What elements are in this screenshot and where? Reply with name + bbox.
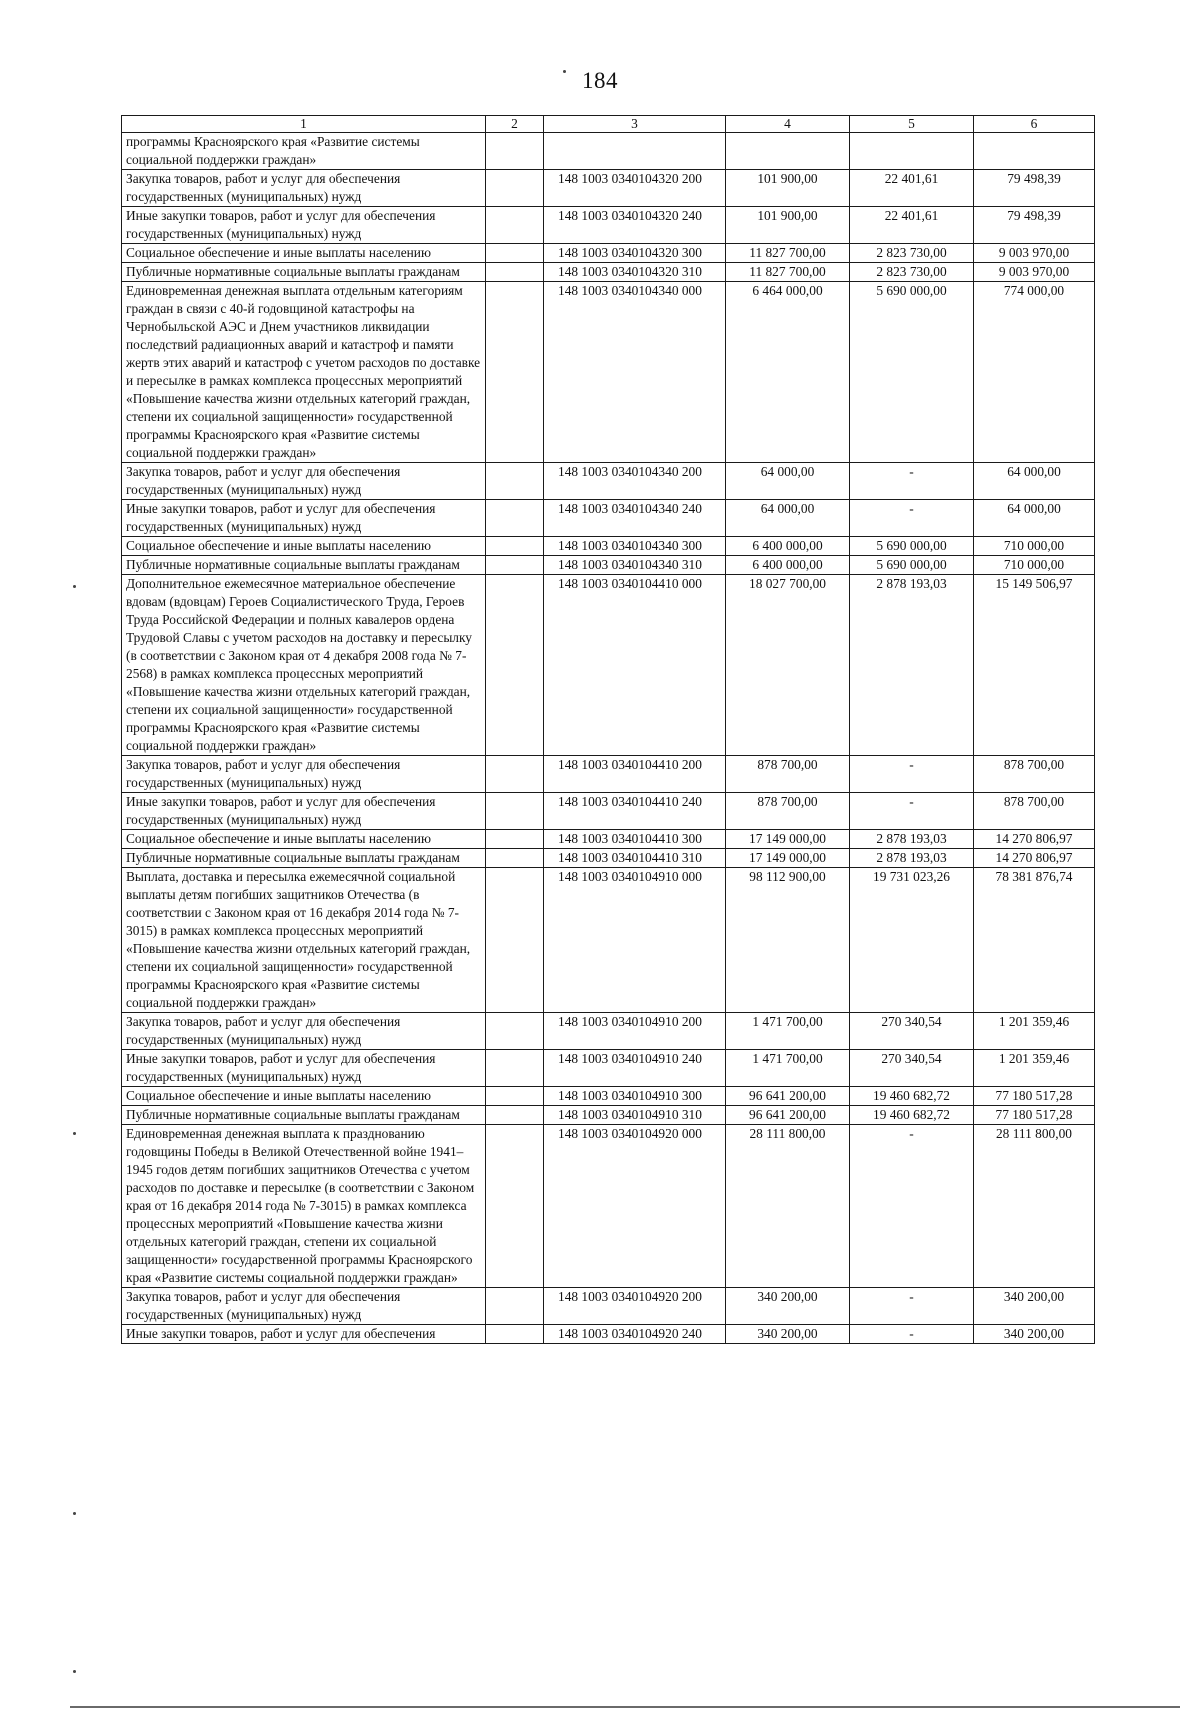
row-col5: -: [850, 1125, 974, 1288]
row-code: 148 1003 0340104340 300: [544, 537, 726, 556]
table-row: [122, 868, 1095, 1013]
row-col2: [486, 556, 544, 575]
row-col4: 6 400 000,00: [726, 537, 850, 556]
row-col2: [486, 1288, 544, 1325]
row-col2: [486, 244, 544, 263]
row-code: 148 1003 0340104410 310: [544, 849, 726, 868]
row-col5: 2 878 193,03: [850, 575, 974, 756]
row-col2: [486, 1087, 544, 1106]
row-col6: 28 111 800,00: [974, 1125, 1095, 1288]
row-name: Закупка товаров, работ и услуг для обеспечения государственных (муниципальных) нужд: [122, 1013, 486, 1050]
row-col6: [974, 133, 1095, 170]
table-row: [122, 830, 1095, 849]
row-code: 148 1003 0340104920 240: [544, 1325, 726, 1344]
row-name: Социальное обеспечение и иные выплаты населению: [122, 537, 486, 556]
row-code: 148 1003 0340104920 000: [544, 1125, 726, 1288]
row-name: Закупка товаров, работ и услуг для обеспечения государственных (муниципальных) нужд: [122, 756, 486, 793]
row-col2: [486, 1125, 544, 1288]
row-col5: 19 731 023,26: [850, 868, 974, 1013]
row-code: 148 1003 0340104910 000: [544, 868, 726, 1013]
row-col5: 5 690 000,00: [850, 537, 974, 556]
row-col6: 878 700,00: [974, 793, 1095, 830]
row-name: Социальное обеспечение и иные выплаты населению: [122, 244, 486, 263]
row-col6: 340 200,00: [974, 1288, 1095, 1325]
row-col5: 22 401,61: [850, 170, 974, 207]
row-col4: 64 000,00: [726, 500, 850, 537]
row-col4: 101 900,00: [726, 207, 850, 244]
row-name: Публичные нормативные социальные выплаты гражданам: [122, 849, 486, 868]
table-body: [122, 133, 1095, 1344]
row-col6: 77 180 517,28: [974, 1106, 1095, 1125]
row-col5: -: [850, 1325, 974, 1344]
row-code: 148 1003 0340104910 200: [544, 1013, 726, 1050]
row-col2: [486, 463, 544, 500]
budget-table: [121, 115, 1095, 1344]
row-code: 148 1003 0340104320 300: [544, 244, 726, 263]
row-code: 148 1003 0340104340 200: [544, 463, 726, 500]
table-row: [122, 133, 1095, 170]
row-col4: 101 900,00: [726, 170, 850, 207]
table-row: [122, 1050, 1095, 1087]
row-col4: 11 827 700,00: [726, 244, 850, 263]
table-row: [122, 263, 1095, 282]
scan-speck: [73, 585, 76, 588]
row-col6: 710 000,00: [974, 556, 1095, 575]
scan-speck: [73, 1512, 76, 1515]
row-col2: [486, 500, 544, 537]
table-row: [122, 1325, 1095, 1344]
row-col2: [486, 793, 544, 830]
row-col2: [486, 849, 544, 868]
row-col6: 1 201 359,46: [974, 1050, 1095, 1087]
row-col5: -: [850, 463, 974, 500]
row-code: 148 1003 0340104340 310: [544, 556, 726, 575]
row-col4: 878 700,00: [726, 756, 850, 793]
row-col4: 1 471 700,00: [726, 1050, 850, 1087]
row-col6: 774 000,00: [974, 282, 1095, 463]
row-name: Социальное обеспечение и иные выплаты населению: [122, 830, 486, 849]
table-row: [122, 556, 1095, 575]
column-header-3: 3: [544, 116, 726, 133]
row-col6: 64 000,00: [974, 463, 1095, 500]
column-header-4: 4: [726, 116, 850, 133]
row-col2: [486, 1106, 544, 1125]
row-col4: 878 700,00: [726, 793, 850, 830]
row-col6: 14 270 806,97: [974, 830, 1095, 849]
row-col2: [486, 1050, 544, 1087]
table-row: [122, 170, 1095, 207]
row-code: 148 1003 0340104910 300: [544, 1087, 726, 1106]
scan-speck: [73, 1670, 76, 1673]
row-col4: 98 112 900,00: [726, 868, 850, 1013]
row-col4: 17 149 000,00: [726, 849, 850, 868]
row-code: 148 1003 0340104410 240: [544, 793, 726, 830]
row-col5: 5 690 000,00: [850, 556, 974, 575]
row-name: Публичные нормативные социальные выплаты гражданам: [122, 263, 486, 282]
row-col5: -: [850, 1288, 974, 1325]
table-row: [122, 575, 1095, 756]
row-col5: [850, 133, 974, 170]
column-header-1: 1: [122, 116, 486, 133]
page-number: 184: [582, 68, 618, 93]
row-name: программы Красноярского края «Развитие системы социальной поддержки граждан»: [122, 133, 486, 170]
row-col4: 6 400 000,00: [726, 556, 850, 575]
row-name: Иные закупки товаров, работ и услуг для обеспечения государственных (муниципальных) нужд: [122, 500, 486, 537]
row-col5: 270 340,54: [850, 1050, 974, 1087]
row-col6: 9 003 970,00: [974, 244, 1095, 263]
row-col5: 22 401,61: [850, 207, 974, 244]
row-col5: 270 340,54: [850, 1013, 974, 1050]
column-header-5: 5: [850, 116, 974, 133]
row-code: 148 1003 0340104920 200: [544, 1288, 726, 1325]
row-col2: [486, 575, 544, 756]
row-name: Дополнительное ежемесячное материальное обеспечение вдовам (вдовцам) Героев Социалистического Труда, Героев Труда Российской Федерации и полных кавалеров ордена Трудовой Славы с учетом расходов на доставку и пересылку (в соответствии с Законом края от 4 декабря 2008 года № 7-2568) в рамках комплекса процессных мероприятий «Повышение качества жизни отдельных категорий граждан, степени их социальной защищенности» государственной программы Красноярского края «Развитие системы социальной поддержки граждан»: [122, 575, 486, 756]
row-code: 148 1003 0340104320 240: [544, 207, 726, 244]
row-col2: [486, 1325, 544, 1344]
row-col5: 2 878 193,03: [850, 849, 974, 868]
column-header-6: 6: [974, 116, 1095, 133]
row-col4: 340 200,00: [726, 1325, 850, 1344]
row-col5: 19 460 682,72: [850, 1087, 974, 1106]
table-row: [122, 282, 1095, 463]
row-col6: 15 149 506,97: [974, 575, 1095, 756]
row-col4: 6 464 000,00: [726, 282, 850, 463]
row-name: Иные закупки товаров, работ и услуг для обеспечения государственных (муниципальных) нужд: [122, 793, 486, 830]
row-name: Закупка товаров, работ и услуг для обеспечения государственных (муниципальных) нужд: [122, 463, 486, 500]
row-col6: 77 180 517,28: [974, 1087, 1095, 1106]
row-col4: 18 027 700,00: [726, 575, 850, 756]
table-row: [122, 1106, 1095, 1125]
row-code: 148 1003 0340104320 200: [544, 170, 726, 207]
row-col2: [486, 170, 544, 207]
row-name: Единовременная денежная выплата к празднованию годовщины Победы в Великой Отечественной войне 1941–1945 годов детям погибших защитников Отечества с учетом расходов по доставке и пересылке (в соответствии с Законом края от 16 декабря 2014 года № 7-3015) в рамках комплекса процессных мероприятий «Повышение качества жизни отдельных категорий граждан, степени их социальной защищенности» государственной программы Красноярского края «Развитие системы социальной поддержки граждан»: [122, 1125, 486, 1288]
scan-speck: [563, 70, 566, 73]
row-code: 148 1003 0340104410 000: [544, 575, 726, 756]
row-col6: 79 498,39: [974, 207, 1095, 244]
row-code: 148 1003 0340104910 240: [544, 1050, 726, 1087]
table-row: [122, 463, 1095, 500]
row-col2: [486, 830, 544, 849]
row-col4: 17 149 000,00: [726, 830, 850, 849]
row-name: Закупка товаров, работ и услуг для обеспечения государственных (муниципальных) нужд: [122, 1288, 486, 1325]
scan-speck: [73, 1132, 76, 1135]
row-col2: [486, 263, 544, 282]
row-name: Социальное обеспечение и иные выплаты населению: [122, 1087, 486, 1106]
row-col2: [486, 756, 544, 793]
row-col2: [486, 1013, 544, 1050]
row-code: 148 1003 0340104410 300: [544, 830, 726, 849]
table-row: [122, 500, 1095, 537]
row-col6: 64 000,00: [974, 500, 1095, 537]
row-col6: 78 381 876,74: [974, 868, 1095, 1013]
row-col5: -: [850, 756, 974, 793]
row-col2: [486, 282, 544, 463]
row-col4: 28 111 800,00: [726, 1125, 850, 1288]
row-name: Публичные нормативные социальные выплаты гражданам: [122, 556, 486, 575]
row-name: Закупка товаров, работ и услуг для обеспечения государственных (муниципальных) нужд: [122, 170, 486, 207]
row-col4: 340 200,00: [726, 1288, 850, 1325]
row-col2: [486, 133, 544, 170]
row-col4: [726, 133, 850, 170]
row-col6: 14 270 806,97: [974, 849, 1095, 868]
row-col4: 96 641 200,00: [726, 1106, 850, 1125]
row-name: Иные закупки товаров, работ и услуг для обеспечения государственных (муниципальных) нужд: [122, 207, 486, 244]
table-row: [122, 207, 1095, 244]
row-name: Выплата, доставка и пересылка ежемесячной социальной выплаты детям погибших защитников Отечества (в соответствии с Законом края от 16 декабря 2014 года № 7-3015) в рамках комплекса процессных мероприятий «Повышение качества жизни отдельных категорий граждан, степени их социальной защищенности» государственной программы Красноярского края «Развитие системы социальной поддержки граждан»: [122, 868, 486, 1013]
row-col4: 1 471 700,00: [726, 1013, 850, 1050]
row-col5: 2 823 730,00: [850, 263, 974, 282]
row-col4: 96 641 200,00: [726, 1087, 850, 1106]
table-row: [122, 1288, 1095, 1325]
column-header-2: 2: [486, 116, 544, 133]
row-col5: 19 460 682,72: [850, 1106, 974, 1125]
row-col2: [486, 868, 544, 1013]
table-row: [122, 537, 1095, 556]
row-code: 148 1003 0340104320 310: [544, 263, 726, 282]
table-row: [122, 244, 1095, 263]
table-row: [122, 1013, 1095, 1050]
row-code: 148 1003 0340104910 310: [544, 1106, 726, 1125]
row-col4: 11 827 700,00: [726, 263, 850, 282]
row-col2: [486, 207, 544, 244]
table-header-row: [122, 116, 1095, 133]
row-name: Иные закупки товаров, работ и услуг для обеспечения: [122, 1325, 486, 1344]
row-code: [544, 133, 726, 170]
row-col6: 79 498,39: [974, 170, 1095, 207]
table-row: [122, 849, 1095, 868]
row-col6: 9 003 970,00: [974, 263, 1095, 282]
row-col6: 340 200,00: [974, 1325, 1095, 1344]
row-name: Единовременная денежная выплата отдельным категориям граждан в связи с 40-й годовщиной катастрофы на Чернобыльской АЭС и Днем участников ликвидации последствий радиационных аварий и катастроф и памяти жертв этих аварий и катастроф с учетом расходов по доставке и пересылке в рамках комплекса процессных мероприятий «Повышение качества жизни отдельных категорий граждан, степени их социальной защищенности» государственной программы Красноярского края «Развитие системы социальной поддержки граждан»: [122, 282, 486, 463]
row-col5: -: [850, 500, 974, 537]
table-row: [122, 756, 1095, 793]
table-row: [122, 793, 1095, 830]
row-name: Иные закупки товаров, работ и услуг для обеспечения государственных (муниципальных) нужд: [122, 1050, 486, 1087]
row-col5: 5 690 000,00: [850, 282, 974, 463]
row-name: Публичные нормативные социальные выплаты гражданам: [122, 1106, 486, 1125]
row-col6: 878 700,00: [974, 756, 1095, 793]
table-row: [122, 1087, 1095, 1106]
row-col2: [486, 537, 544, 556]
row-col5: -: [850, 793, 974, 830]
row-code: 148 1003 0340104340 000: [544, 282, 726, 463]
row-col5: 2 878 193,03: [850, 830, 974, 849]
row-col6: 1 201 359,46: [974, 1013, 1095, 1050]
row-code: 148 1003 0340104410 200: [544, 756, 726, 793]
row-col6: 710 000,00: [974, 537, 1095, 556]
row-code: 148 1003 0340104340 240: [544, 500, 726, 537]
scan-bottom-rule: [70, 1706, 1180, 1708]
row-col4: 64 000,00: [726, 463, 850, 500]
table-row: [122, 1125, 1095, 1288]
row-col5: 2 823 730,00: [850, 244, 974, 263]
